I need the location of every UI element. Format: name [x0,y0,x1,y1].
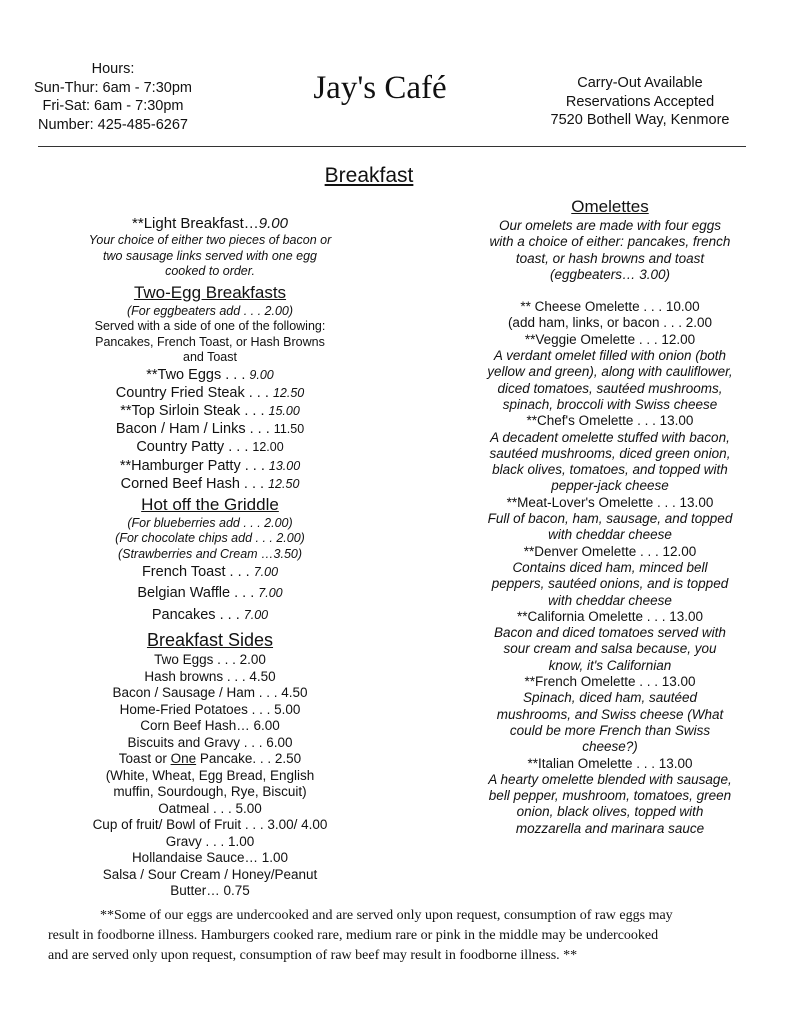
griddle-note-2: (For chocolate chips add . . . 2.00) [115,531,305,546]
sides-heading: Breakfast Sides [146,630,274,651]
omelette-desc: with cheddar cheese [548,592,672,608]
side-item: muffin, Sourdough, Rye, Biscuit) [113,784,307,800]
phone-number: Number: 425-485-6267 [38,116,188,133]
side-item: Corn Beef Hash… 6.00 [140,718,280,734]
carry-out-note: Carry-Out Available [577,75,703,91]
light-breakfast-desc-3: cooked to order. [165,264,255,278]
light-breakfast-desc-1: Your choice of either two pieces of bacon or [88,233,332,247]
item-price: 15.00 [268,403,300,418]
disclaimer-line-2: result in foodborne illness. Hamburgers cooked rare, medium rare or pink in the middle may be undercooked [48,928,659,943]
menu-item [40,420,380,438]
item-price: 7.00 [253,565,279,580]
omelettes-intro-2: with a choice of either: pancakes, french [489,234,731,250]
omelette-desc: know, it's Californian [548,657,672,673]
light-breakfast-name: **Light Breakfast… [132,215,259,232]
side-item: Two Eggs . . . 2.00 [154,652,266,668]
griddle-note-1: (For blueberries add . . . 2.00) [127,515,293,530]
omelette-desc: sour cream and salsa because, you [503,641,717,657]
side-item: Butter… 0.75 [170,883,250,899]
omelette-desc: peppers, sautéed onions, and is topped [491,576,729,592]
right-column [440,196,780,837]
two-egg-note: (For eggbeaters add . . . 2.00) [126,303,294,318]
omelette-item: **California Omelette . . . 13.00 [516,608,704,624]
griddle-note-3: (Strawberries and Cream …3.50) [117,546,303,561]
light-breakfast-item [40,214,380,233]
omelette-desc: bell pepper, mushroom, tomatoes, green [488,788,732,804]
omelette-desc: sautéed mushrooms, diced green onion, [489,445,731,461]
omelette-desc: black olives, tomatoes, and topped with [492,462,728,478]
omelette-desc: could be more French than Swiss [509,722,711,738]
menu-item [40,582,380,604]
side-item: (White, Wheat, Egg Bread, English [105,767,315,783]
item-price: 11.50 [273,422,305,437]
omelette-item: **Italian Omelette . . . 13.00 [527,755,693,771]
side-item: Oatmeal . . . 5.00 [158,800,262,816]
hours-label: Hours: [91,61,135,77]
side-item: Hollandaise Sauce… 1.00 [131,850,289,866]
hours-sun-thur: Sun-Thur: 6am - 7:30pm [34,79,192,96]
header-divider [38,146,746,147]
menu-item [40,562,380,582]
omelette-desc: A verdant omelet filled with onion (both [493,348,727,364]
omelette-desc: mushrooms, and Swiss cheese (What [496,706,724,722]
two-egg-desc-3: and Toast [183,350,237,364]
item-price: 7.00 [243,608,269,623]
omelettes-intro-1: Our omelets are made with four eggs [498,218,722,233]
omelette-desc: pepper-jack cheese [551,478,669,494]
menu-item [40,384,380,402]
omelette-desc: spinach, broccoli with Swiss cheese [502,396,718,412]
menu-item [40,438,380,456]
omelette-addon: (add ham, links, or bacon . . . 2.00 [507,315,713,331]
item-name: **Two Eggs . . . [146,366,246,383]
item-price: 12.50 [268,476,300,491]
side-item: Biscuits and Gravy . . . 6.00 [127,734,293,750]
hours-block [18,60,208,134]
omelette-item: **French Omelette . . . 13.00 [524,674,696,690]
omelette-desc: mozzarella and marinara sauce [515,820,705,836]
disclaimer-line-3: and are served only upon request, consumption of raw beef may result in foodborne illness. ** [48,948,578,963]
menu-item [40,402,380,420]
reservations-note: Reservations Accepted [565,93,715,110]
item-name: Country Fried Steak . . . [115,384,269,401]
omelette-desc: A hearty omelette blended with sausage, [488,771,732,787]
omelettes-intro-4: (eggbeaters… 3.00) [549,266,671,282]
side-item: Cup of fruit/ Bowl of Fruit . . . 3.00/ 4.00 [92,817,328,833]
side-item: Home-Fried Potatoes . . . 5.00 [119,701,301,717]
toast-post: Pancake. . . 2.50 [196,751,302,767]
two-egg-heading: Two-Egg Breakfasts [133,282,287,302]
omelette-item: ** Cheese Omelette . . . 10.00 [520,299,700,315]
omelette-desc: A decadent omelette stuffed with bacon, [490,429,730,445]
menu-item [40,457,380,475]
omelettes-intro-3: toast, or hash browns and toast [515,250,705,266]
item-name: **Top Sirloin Steak . . . [120,402,265,419]
menu-item [40,604,380,626]
menu-item [40,475,380,493]
side-item: Salsa / Sour Cream / Honey/Peanut [102,866,318,882]
item-name: French Toast . . . [141,564,250,581]
omelette-desc: Bacon and diced tomatoes served with [494,625,726,641]
item-name: Belgian Waffle . . . [137,585,255,602]
omelette-item: **Meat-Lover's Omelette . . . 13.00 [506,494,714,510]
griddle-heading: Hot off the Griddle [141,494,279,514]
side-item: Bacon / Sausage / Ham . . . 4.50 [112,685,308,701]
left-column [40,214,380,900]
omelettes-heading: Omelettes [571,197,649,216]
address: 7520 Bothell Way, Kenmore [550,112,730,128]
item-name: Country Patty . . . [136,439,249,456]
hours-fri-sat: Fri-Sat: 6am - 7:30pm [42,98,184,114]
omelette-item: **Chef's Omelette . . . 13.00 [526,413,694,429]
omelette-desc: with cheddar cheese [548,527,672,543]
toast-pre: Toast or [118,751,171,767]
item-price: 13.00 [268,458,301,473]
side-item: Gravy . . . 1.00 [165,833,255,849]
item-name: Pancakes . . . [151,607,240,624]
toast-one: One [170,751,197,767]
omelette-desc: Contains diced ham, minced bell [512,559,708,575]
omelette-item: **Veggie Omelette . . . 12.00 [524,331,696,347]
two-egg-desc-1: Served with a side of one of the following: [94,319,326,333]
omelette-desc: onion, black olives, topped with [516,804,704,820]
item-price: 12.50 [272,385,305,400]
menu-item [40,366,380,384]
omelette-desc: Spinach, diced ham, sautéed [522,690,698,706]
item-name: Corned Beef Hash . . . [120,475,265,492]
item-name: **Hamburger Patty . . . [119,457,265,474]
item-price: 7.00 [258,586,283,601]
side-item-toast [40,751,380,768]
item-name: Bacon / Ham / Links . . . [115,421,270,438]
disclaimer-line-1: **Some of our eggs are undercooked and are served only upon request, consumption of raw eggs may [100,908,673,923]
omelette-desc: cheese?) [582,739,638,755]
omelette-desc: Full of bacon, ham, sausage, and topped [487,511,733,527]
two-egg-desc-2: Pancakes, French Toast, or Hash Browns [95,334,325,349]
item-price: 9.00 [249,367,274,382]
section-title-breakfast: Breakfast [324,164,414,187]
omelette-desc: yellow and green), along with cauliflower, [487,364,733,380]
service-info [520,74,760,130]
raw-food-disclaimer [48,906,748,966]
item-price: 12.00 [252,440,284,455]
light-breakfast-price: 9.00 [258,215,288,232]
omelette-item: **Denver Omelette . . . 12.00 [523,543,697,559]
light-breakfast-desc-2: two sausage links served with one egg [102,248,317,263]
omelette-desc: diced tomatoes, sautéed mushrooms, [497,380,723,396]
side-item: Hash browns . . . 4.50 [144,668,276,684]
cafe-title: Jay's Café [313,70,447,106]
